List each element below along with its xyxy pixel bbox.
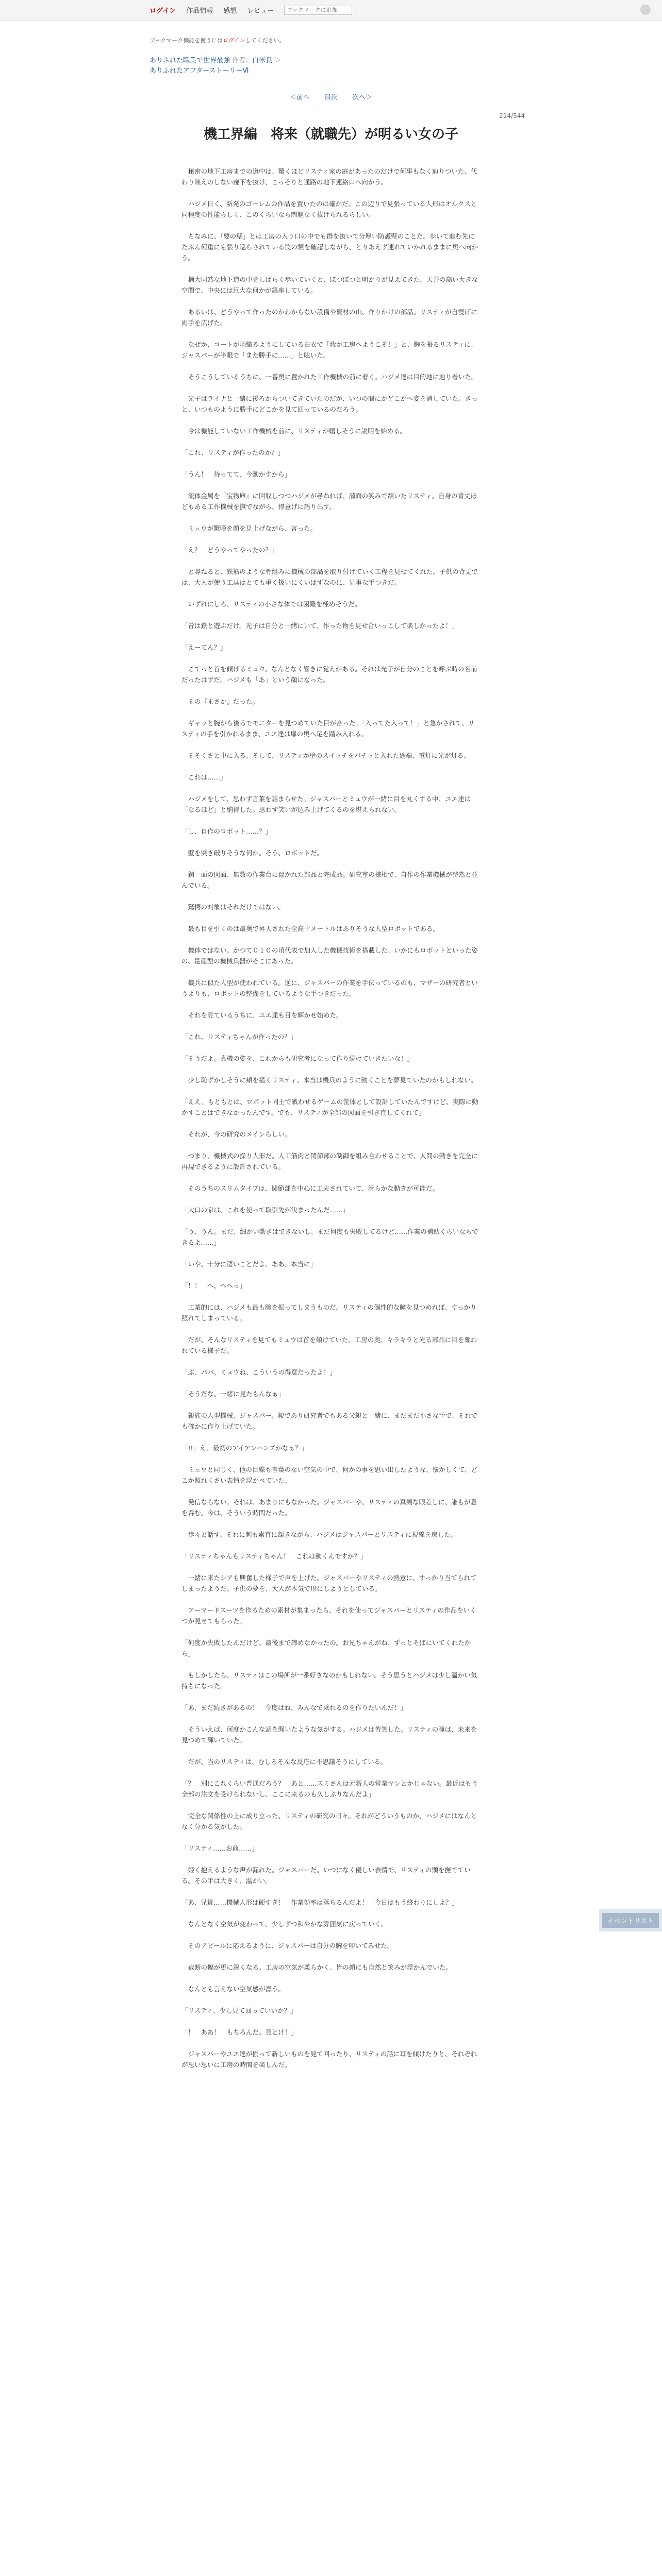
paragraph: なぜか、コートが羽織るようにしている白衣で「我が工房へようこそ！」と、胸を張るリスティに、ジャスパーが半眼で「また勝手に……」と呟いた。 bbox=[181, 341, 477, 359]
paragraph: 「リスティ、少し見て回っていいか？」 bbox=[181, 2007, 297, 2014]
user-icon[interactable] bbox=[640, 5, 651, 15]
login-notice bbox=[150, 36, 285, 44]
nav-item-comments[interactable]: 感想 bbox=[223, 7, 237, 15]
paragraph: 親族の人型機械、ジャスパー。親であり研究者でもある父親と一緒に、まだまだ小さな手で、それでも確かに作り上げていた。 bbox=[181, 1412, 478, 1430]
section-link[interactable]: ありふれたアフターストーリーⅥ bbox=[150, 67, 249, 75]
notice-prefix: ブックマーク機能を使うには bbox=[150, 37, 223, 44]
login-link[interactable]: ログイン bbox=[150, 7, 176, 15]
author-link[interactable]: 白米良 bbox=[252, 57, 273, 64]
paragraph: 「し、自作のロボット……？」 bbox=[181, 827, 272, 835]
event-list-banner[interactable] bbox=[599, 1909, 662, 1931]
paragraph: 「え？ どうやってやったの？」 bbox=[181, 546, 278, 554]
paragraph: ジャスパーやユエ達が揃って新しいものを見て回ったり、リスティの話に耳を傾けたりと、それぞれが思い思いに工房の時間を楽しんだ。 bbox=[181, 2050, 477, 2069]
notice-suffix: してください。 bbox=[245, 37, 285, 44]
paragraph: 歩々と話す。それに刺も素直に頷きながら、ハジメはジャスパーとリスティに視線を戻した。 bbox=[181, 1531, 457, 1538]
paragraph: つまり、機械式の操り人形だ。人工筋肉と関節部の制御を組み合わせることで、人間の動きを完全に再現できるように設計されている。 bbox=[181, 1152, 478, 1171]
index-link[interactable]: 目次 bbox=[324, 94, 338, 101]
paragraph: なんとも言えない空気感が漂う。 bbox=[181, 1985, 285, 1993]
paragraph: 最も目を引くのは最奥で昇天された全高十メートルはありそうな人型ロボットである。 bbox=[181, 925, 440, 933]
paragraph: 「？ 別にこれくらい普通だろう？ あと……スミさんは元新人の営業マンとかじゃない。最近はもう全部の注文を受けられないし、ここに来るのも久しぶりなんだよ」 bbox=[181, 1780, 478, 1798]
paragraph: だが、そんなリスティを見てもミュウは首を傾けていた。工房の奥、キラキラと光る部品に目を奪われている様子だ。 bbox=[181, 1336, 477, 1354]
paragraph: 「！！ へ、へへっ」 bbox=[181, 1282, 246, 1290]
breadcrumb bbox=[150, 56, 281, 76]
paragraph: それが、今の研究のメインらしい。 bbox=[181, 1130, 291, 1138]
paragraph: 完全な関係性の上に成り立った、リスティの研究の日々。それがどういうものか、ハジメにはなんとなく分かる気がした。 bbox=[181, 1812, 477, 1831]
paragraph: 「昔は鉄と遊ぶだけ。光子は自分と一緒にいて、作った物を見せ合いっこして楽しかったよ！」 bbox=[181, 622, 458, 630]
paragraph: ハジメ日く、新発のゴーレムの作品を置いたのは確かだ。この辺りで見張っている人形はオルクスと同程度の性能らしく、このくらいなら問題なく抜けられるらしい。 bbox=[181, 200, 477, 218]
paragraph: そのアピールに応えるように、ジャスパーは自分の胸を叩いてみせた。 bbox=[181, 1942, 394, 1950]
paragraph: 秘密の地下工房までの道中は、驚くほどリスティ家の庭があったのだけで何事もなく辿りついた。代わり映えのしない廊下を抜け、こっそりと通路の地下連絡口へ向かう。 bbox=[181, 167, 477, 186]
paragraph: 工業的には、ハジメも最も腕を振ってしまうものだ。リスティの個性的な瞳を見つめれば、すっかり照れてしまっている。 bbox=[181, 1303, 477, 1322]
paragraph: アーマードスーツを作るための素材が集まったら、それを使ってジャスパーとリスティの作品をいくつか見せてもらった。 bbox=[181, 1606, 476, 1625]
paragraph: 「ええ。もともとは、ロボット同士で戦わせるゲームの筐体として設計していたんですけど、実際に動かすことはできなかったんです。でも、リスティが全部の図面を引き直してくれて」 bbox=[181, 1098, 478, 1116]
paragraph: ミュウと同じく、他の目線も言葉のない空気の中で、何かの事を思い出したような、懐かしくて、どこか照れくさい表情を浮かべていた。 bbox=[181, 1466, 478, 1484]
breadcrumb-separator: ＞ bbox=[274, 57, 282, 64]
notice-login-link[interactable]: ログイン bbox=[223, 37, 245, 44]
prev-link[interactable]: ＜前へ bbox=[289, 94, 310, 101]
paragraph: ハジメをして、思わず言葉を詰まらせた。ジャスパーとミュウが一緒に目を丸くする中、ユエ達は「なるほど」と納得した。思わず笑いが込み上げてくるのを堪えられない。 bbox=[181, 795, 471, 814]
chapter-title: 機工界編 将来（就職先）が明るい女の子 bbox=[203, 127, 458, 142]
paragraph: と尋ねると、鉄筋のような骨組みに機械の部品を取り付けていく工程を見せてくれた。子供の背丈では、大人が使う工具はとても重く扱いにくいはずなのに、見事な手つきだ。 bbox=[181, 568, 478, 586]
paragraph: なんとなく空気が変わって、少しずつ和やかな雰囲気に戻っていく。 bbox=[181, 1920, 388, 1928]
paragraph: あるいは、どうやって作ったのかわからない設備や資材の山、作りかけの部品。リスティが自慢げに両手を広げた。 bbox=[181, 308, 477, 327]
paragraph: もしかしたら、リスティはこの場所が一番好きなのかもしれない。そう思うとハジメは少し温かい気持ちになった。 bbox=[181, 1671, 477, 1690]
paragraph: 驚愕の対象はそれだけではない。 bbox=[181, 903, 285, 911]
paragraph: 「何度か失敗したんだけど、最後まで諦めなかったの。お兄ちゃんがね、ずっとそばにいてくれたから」 bbox=[181, 1639, 471, 1657]
paragraph: 姫く抱えるような声が漏れた。ジャスパーだ。いつになく優しい表情で、リスティの頭を撫でている。その手は大きく、温かい。 bbox=[181, 1866, 471, 1885]
paragraph: 「そうだな。一緒に見たもんなぁ」 bbox=[181, 1390, 285, 1398]
paragraph: それを見ているうちに、ユエ達も目を輝かせ始めた。 bbox=[181, 1011, 343, 1019]
paragraph: 「これは……」 bbox=[181, 773, 227, 781]
paragraph: こてっと首を傾げるミュウ。なんとなく響きに覚えがある。それは光子が自分のことを呼ぶ時の名前だったはずだ。ハジメも「あ」という顔になった。 bbox=[181, 665, 477, 684]
paragraph: 「いや、十分に凄いことだよ。ああ、本当に」 bbox=[181, 1260, 317, 1268]
paragraph: いずれにしろ、リスティの小さな体では困難を極めそうだ。 bbox=[181, 600, 361, 608]
paragraph: そういえば、何度かこんな話を聞いたような気がする。ハジメは苦笑した。リスティの瞳は、未来を見つめて輝いていた。 bbox=[181, 1725, 477, 1744]
paragraph: 「あ、まだ続きがあるの！ 今度はね、みんなで乗れるのを作りたいんだ！」 bbox=[181, 1704, 407, 1711]
nav-item-review[interactable]: レビュー bbox=[247, 7, 274, 15]
paragraph: だが、当のリスティは、むしろそんな反応に不思議そうにしている。 bbox=[181, 1758, 387, 1766]
paragraph: そのうちのスリムタイプは、関節部を中心に工夫されていて、滑らかな動きが可能だ。 bbox=[181, 1184, 439, 1192]
paragraph: ミュウが驚嘆を顔を見上げながら、言った。 bbox=[181, 524, 317, 532]
next-link[interactable]: 次へ＞ bbox=[352, 94, 373, 101]
event-list-label: イベントリスト bbox=[602, 1913, 659, 1928]
paragraph: 発信ならない。それは、あまりにもなかった。ジャスパーや、リスティの真剣な眼差しに、誰もが息を呑む。今は、そういう時間だった。 bbox=[181, 1498, 477, 1517]
paragraph: 「!!」え、最初のアイアンハンズかなぁ？」 bbox=[181, 1444, 308, 1452]
paragraph: 鋼一面の図面、無数の作業台に置かれた部品と完成品。研究室の様相で、自作の作業機械が整然と並んでいる。 bbox=[181, 871, 478, 889]
top-nav bbox=[150, 5, 352, 15]
paragraph: 「ぶ、パパ。ミュウね、こういうの得意だったよ！」 bbox=[181, 1368, 337, 1376]
paragraph: 「大口の家は、これを使って取引先が決まったんだ……」 bbox=[181, 1206, 350, 1214]
paragraph: 少し恥ずかしそうに頬を掻くリスティ。本当は機兵のように動くことを夢見ていたのかもしれない。 bbox=[181, 1076, 477, 1084]
paragraph: 「うん！ 待ってて、今動かすから」 bbox=[181, 470, 291, 478]
pager-top bbox=[0, 92, 662, 101]
top-bar bbox=[0, 0, 662, 21]
author-label: 作者： bbox=[232, 57, 253, 64]
paragraph: 機体ではない。かつて０１０の頃代表で加入した機械技術を搭載した、いかにもロボットといった姿の、量産型の機械兵器がそこにあった。 bbox=[181, 946, 478, 965]
paragraph: 「！ ああ！ もちろんだ。見とけ！」 bbox=[181, 2028, 298, 2036]
paragraph: 「えーてん？」 bbox=[181, 643, 227, 651]
paragraph: 今は機能していない工作機械を前に、リスティが嬉しそうに説明を始める。 bbox=[181, 427, 407, 435]
series-link[interactable]: ありふれた職業で世界最強 bbox=[150, 57, 230, 64]
paragraph: そそくさと中に入る。そして、リスティが壁のスイッチをパチッと入れた途端、電灯に光が灯る。 bbox=[181, 752, 470, 759]
paragraph: ちなみに、「要の壁」とは工房の入り口の中でも群を抜いて分厚い防護壁のことだ。歩いて進む先にたぶん何重にも張り巡らされている罠の類を確認しながら、とりあえず連れていかれるままに奥へ向かう。 bbox=[181, 232, 478, 262]
paragraph: 一緒に来たシアも興奮した様子で声を上げた。ジャスパーやリスティの熱意に、すっかり当てられてしまったようだ。子供の夢を、大人が本気で形にしようとしている。 bbox=[181, 1574, 477, 1592]
paragraph: 流体金属を『宝物庫』に回収しつつハジメが尋ねれば、満面の笑みで頷いたリスティ。自身の背丈ほどもある工作機械を撫でながら、得意げに語り出す。 bbox=[181, 492, 477, 511]
paragraph: そうこうしているうちに、一番奥に置かれた工作機械の前に着く。ハジメ達は目的地に辿り着いた。 bbox=[181, 373, 478, 381]
paragraph: 楠大同然な地下道の中をしばらく歩いていくと、ぽつぽつと明かりが見えてきた。天井の高い大きな空間で、中央には巨大な何かが鎮座している。 bbox=[181, 276, 478, 294]
chapter-number: 214/544 bbox=[499, 112, 525, 120]
bookmark-input[interactable] bbox=[284, 6, 352, 15]
paragraph: ギャッと腕から後ろでモニターを見つめていた目が合った。「入ってた入って！」と急かされて、リスティの手を引かれるまま、ユエ達は扉の奥へ足を踏み入れる。 bbox=[181, 719, 475, 738]
paragraph: 裁断の幅が更に深くなる。工房の空気が柔らかく、皆の顔にも自然と笑みが浮かんでいた。 bbox=[181, 1963, 452, 1971]
paragraph: 機兵に似た人型が使われている。逆に、ジャスパーの作業を手伝っているのも、マザーの研究者というよりも、ロボットの整備をしているような手つきだった。 bbox=[181, 979, 478, 997]
paragraph: 「これ、リスティが作ったのか？」 bbox=[181, 449, 285, 456]
paragraph: 「リスティ……お前……」 bbox=[181, 1844, 258, 1852]
nav-item-info[interactable]: 作品情報 bbox=[186, 7, 213, 15]
paragraph: 「う、うん。まだ、細かい動きはできないし、まだ何度も失敗してるけど……作業の補助くらいならできるよ……」 bbox=[181, 1228, 478, 1246]
paragraph: 「これ、リスティちゃんが作ったの？」 bbox=[181, 1033, 297, 1041]
chapter-body bbox=[181, 166, 481, 2081]
paragraph: 「あ、兄貴……機械人形は硬すぎ！ 作業効率は落ちるんだよ！ 今日はもう終わりにしよ？」 bbox=[181, 1899, 459, 1906]
paragraph: その『まさか』だった。 bbox=[181, 698, 259, 705]
paragraph: 「そうだよ。真機の姿を、これからも研究者になって作り続けていきたいな！」 bbox=[181, 1055, 414, 1062]
paragraph: 光子はライナと一緒に後ろからついてきていたのだが、いつの間にかどこかへ姿を消していた。きっと、いつものように勝手にどこかを見て回っているのだろう。 bbox=[181, 395, 478, 413]
paragraph: 「リスティちゃんもリスティちゃん！ これは動くんですか？」 bbox=[181, 1552, 367, 1560]
paragraph: 壁を突き破りそうな何か。そう、ロボットだ。 bbox=[181, 849, 324, 857]
